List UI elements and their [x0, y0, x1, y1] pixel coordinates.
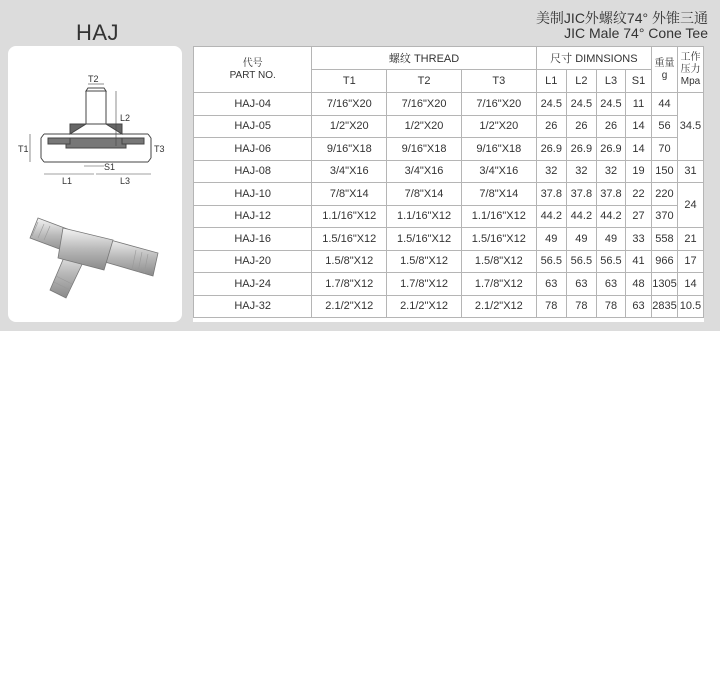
cell-l1: 37.8	[536, 183, 566, 206]
col-group-dimensions: 尺寸 DIMNSIONS	[536, 47, 651, 70]
cell-l3: 78	[596, 295, 625, 318]
cell-pressure: 21	[677, 228, 703, 251]
cell-l3: 37.8	[596, 183, 625, 206]
cell-t2: 1.7/8"X12	[387, 273, 462, 296]
cell-weight: 966	[652, 250, 678, 273]
cell-t1: 7/16"X20	[312, 93, 387, 116]
cell-l3: 26	[596, 115, 625, 138]
cell-t2: 1.1/16"X12	[387, 205, 462, 228]
product-photo	[8, 198, 182, 318]
cell-t1: 1/2"X20	[312, 115, 387, 138]
col-weight	[652, 47, 678, 93]
cell-t1: 1.5/16"X12	[312, 228, 387, 251]
cell-t2: 1.5/16"X12	[387, 228, 462, 251]
cell-t2: 3/4"X16	[387, 160, 462, 183]
cell-s1: 14	[626, 138, 652, 161]
cell-part-no: HAJ-24	[194, 273, 312, 296]
col-weight-unit: g	[661, 69, 668, 81]
col-pressure-line1: 工作	[680, 51, 701, 63]
cell-weight: 2835	[652, 295, 678, 318]
cell-l3: 49	[596, 228, 625, 251]
cell-weight: 1305	[652, 273, 678, 296]
cell-part-no: HAJ-08	[194, 160, 312, 183]
cell-t1: 9/16"X18	[312, 138, 387, 161]
cell-s1: 63	[626, 295, 652, 318]
cell-t1: 1.7/8"X12	[312, 273, 387, 296]
cell-pressure: 34.5	[677, 93, 703, 161]
label-l2: L2	[120, 113, 131, 123]
cell-l1: 56.5	[536, 250, 566, 273]
cell-l2: 26	[566, 115, 596, 138]
cell-l3: 26.9	[596, 138, 625, 161]
table-row	[194, 205, 704, 228]
cell-t2: 9/16"X18	[387, 138, 462, 161]
cell-t3: 9/16"X18	[461, 138, 536, 161]
cell-t2: 7/16"X20	[387, 93, 462, 116]
cell-l2: 49	[566, 228, 596, 251]
cell-l3: 32	[596, 160, 625, 183]
cell-t3: 1.5/16"X12	[461, 228, 536, 251]
cell-l2: 44.2	[566, 205, 596, 228]
col-group-thread: 螺纹 THREAD	[312, 47, 536, 70]
table-row	[194, 160, 704, 183]
cell-weight: 150	[652, 160, 678, 183]
label-l3: L3	[120, 176, 131, 186]
cell-part-no: HAJ-20	[194, 250, 312, 273]
table-row	[194, 183, 704, 206]
cell-l2: 26.9	[566, 138, 596, 161]
technical-drawing	[8, 46, 182, 196]
label-t3: T3	[154, 144, 165, 154]
table-row	[194, 115, 704, 138]
cell-l1: 26	[536, 115, 566, 138]
cell-s1: 14	[626, 115, 652, 138]
cell-t1: 7/8"X14	[312, 183, 387, 206]
cell-weight: 70	[652, 138, 678, 161]
cell-part-no: HAJ-04	[194, 93, 312, 116]
cell-pressure: 10.5	[677, 295, 703, 318]
col-part-cn: 代号	[242, 57, 263, 69]
cell-l2: 24.5	[566, 93, 596, 116]
cell-part-no: HAJ-10	[194, 183, 312, 206]
col-pressure	[677, 47, 703, 93]
cell-l1: 44.2	[536, 205, 566, 228]
col-weight-cn: 重量	[654, 57, 675, 69]
cell-l1: 26.9	[536, 138, 566, 161]
cell-t2: 1.5/8"X12	[387, 250, 462, 273]
cell-l1: 49	[536, 228, 566, 251]
cell-weight: 558	[652, 228, 678, 251]
product-title-cn: 美制JIC外螺纹74° 外锥三通	[535, 10, 708, 26]
label-s1: S1	[104, 162, 116, 172]
spec-table-panel	[193, 46, 704, 322]
cell-l1: 63	[536, 273, 566, 296]
cell-weight: 370	[652, 205, 678, 228]
label-t1: T1	[18, 144, 29, 154]
cell-s1: 41	[626, 250, 652, 273]
cell-s1: 33	[626, 228, 652, 251]
cell-s1: 22	[626, 183, 652, 206]
cell-weight: 44	[652, 93, 678, 116]
cell-part-no: HAJ-05	[194, 115, 312, 138]
product-code-title: HAJ	[76, 20, 120, 45]
col-l3: L3	[596, 70, 625, 93]
col-l2: L2	[566, 70, 596, 93]
cell-t1: 2.1/2"X12	[312, 295, 387, 318]
cell-part-no: HAJ-06	[194, 138, 312, 161]
cell-l1: 32	[536, 160, 566, 183]
cell-pressure: 17	[677, 250, 703, 273]
spec-table	[193, 46, 704, 318]
cell-l2: 63	[566, 273, 596, 296]
table-row	[194, 228, 704, 251]
cell-t3: 1.7/8"X12	[461, 273, 536, 296]
cell-t3: 1.5/8"X12	[461, 250, 536, 273]
col-pressure-unit: Mpa	[680, 75, 701, 87]
cell-pressure: 24	[677, 183, 703, 228]
cell-s1: 48	[626, 273, 652, 296]
cell-t1: 1.1/16"X12	[312, 205, 387, 228]
label-l1: L1	[62, 176, 73, 186]
cell-t3: 3/4"X16	[461, 160, 536, 183]
cell-l3: 63	[596, 273, 625, 296]
table-row	[194, 93, 704, 116]
cell-part-no: HAJ-12	[194, 205, 312, 228]
cell-l2: 32	[566, 160, 596, 183]
cell-t3: 1/2"X20	[461, 115, 536, 138]
product-title-en: JIC Male 74° Cone Tee	[564, 25, 708, 41]
cell-l2: 37.8	[566, 183, 596, 206]
cell-pressure: 31	[677, 160, 703, 183]
label-t2: T2	[88, 74, 99, 84]
cell-weight: 56	[652, 115, 678, 138]
col-l1: L1	[536, 70, 566, 93]
cell-t1: 1.5/8"X12	[312, 250, 387, 273]
cell-t3: 7/8"X14	[461, 183, 536, 206]
cell-t2: 2.1/2"X12	[387, 295, 462, 318]
cell-l3: 24.5	[596, 93, 625, 116]
cell-l2: 78	[566, 295, 596, 318]
cell-t2: 1/2"X20	[387, 115, 462, 138]
image-panel	[8, 46, 182, 322]
cell-part-no: HAJ-16	[194, 228, 312, 251]
cell-l1: 24.5	[536, 93, 566, 116]
cell-t1: 3/4"X16	[312, 160, 387, 183]
cell-t3: 1.1/16"X12	[461, 205, 536, 228]
cell-t3: 7/16"X20	[461, 93, 536, 116]
col-t2: T2	[387, 70, 462, 93]
col-part-en: PART NO.	[229, 69, 276, 81]
cell-l3: 56.5	[596, 250, 625, 273]
cell-weight: 220	[652, 183, 678, 206]
cell-s1: 27	[626, 205, 652, 228]
col-s1: S1	[626, 70, 652, 93]
table-row	[194, 273, 704, 296]
col-t3: T3	[461, 70, 536, 93]
cell-t2: 7/8"X14	[387, 183, 462, 206]
cell-s1: 19	[626, 160, 652, 183]
cell-pressure: 14	[677, 273, 703, 296]
cell-t3: 2.1/2"X12	[461, 295, 536, 318]
cell-l1: 78	[536, 295, 566, 318]
col-t1: T1	[312, 70, 387, 93]
cell-s1: 11	[626, 93, 652, 116]
cell-l2: 56.5	[566, 250, 596, 273]
cell-l3: 44.2	[596, 205, 625, 228]
cell-part-no: HAJ-32	[194, 295, 312, 318]
table-row	[194, 250, 704, 273]
table-row	[194, 138, 704, 161]
table-row	[194, 295, 704, 318]
spec-table-body	[194, 93, 704, 318]
col-part-no	[194, 47, 312, 93]
col-pressure-line2: 压力	[680, 63, 701, 75]
